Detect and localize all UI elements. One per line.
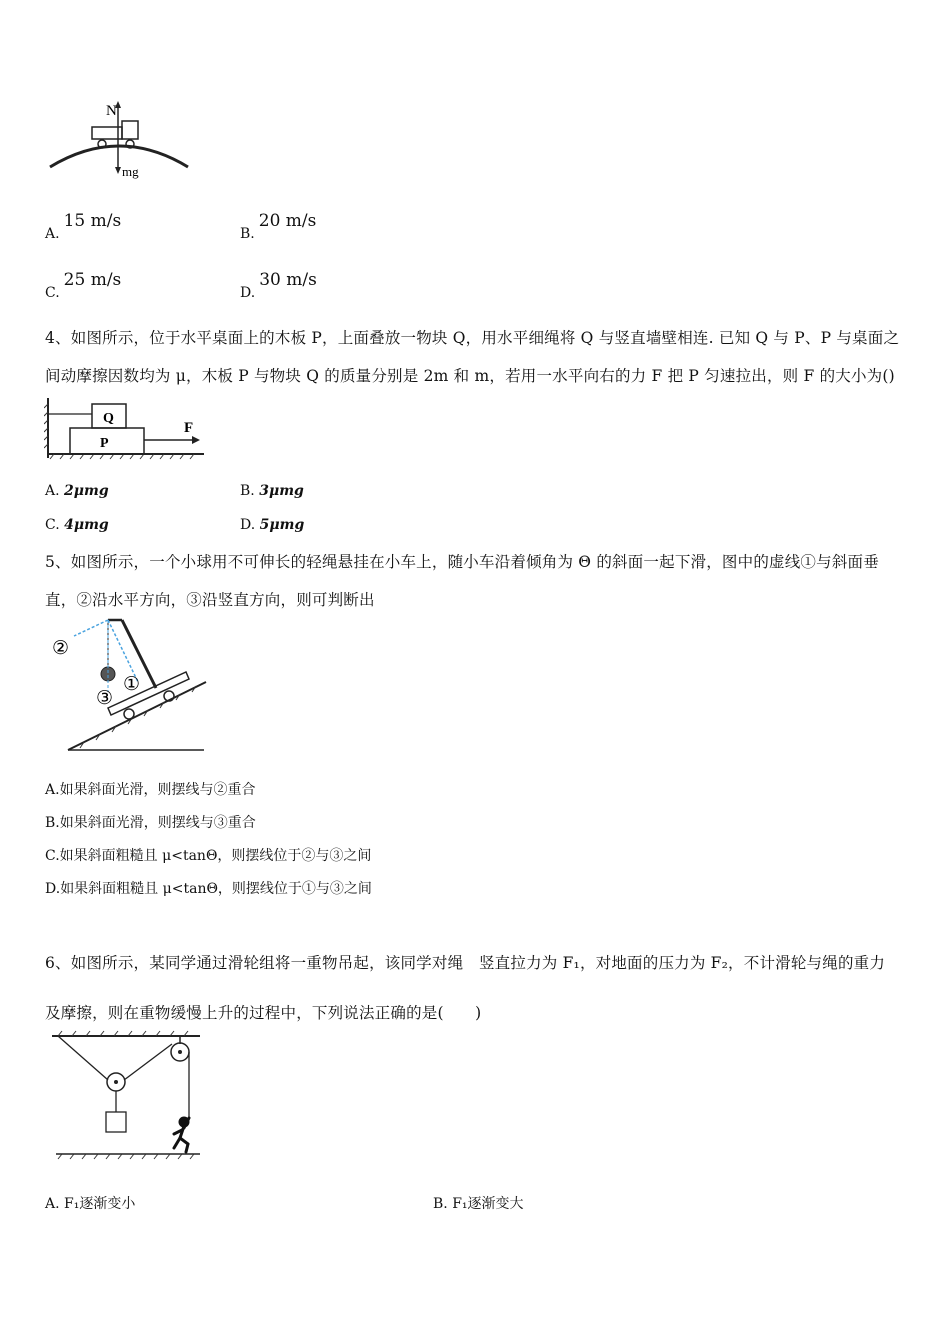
q3-option-c[interactable] [45,270,122,302]
hanging-ball [101,667,115,681]
option-letter: C. [45,285,60,301]
weight-label: mg [122,164,139,179]
option-value: 30 m/s [259,270,317,290]
option-value: F₁逐渐变大 [452,1196,524,1212]
q5-option-c[interactable] [45,845,371,865]
line-3-label: ③ [96,688,114,709]
option-value: F₁逐渐变小 [64,1196,136,1212]
option-letter: D. [240,517,256,533]
normal-force-label: N [106,103,117,119]
line-1-label: ① [123,674,141,695]
q5-option-a[interactable] [45,779,256,799]
q3-option-a[interactable] [45,211,122,243]
option-value: 4μmg [64,517,109,533]
option-value: 15 m/s [63,211,122,231]
q6-option-b[interactable] [433,1193,524,1213]
q6-stem-line-2: 及摩擦，则在重物缓慢上升的过程中，下列说法正确的是( ) [45,1004,482,1022]
option-letter: B. [433,1196,448,1212]
q3-option-b[interactable] [240,211,317,243]
q6-option-a[interactable] [45,1193,135,1213]
option-value: 3μmg [259,483,304,499]
option-value: 如果斜面粗糙且 μ<tanΘ，则摆线位于②与③之间 [59,848,372,864]
option-value: 如果斜面光滑，则摆线与③重合 [59,815,256,831]
truck-cab [122,121,138,139]
q4-option-a[interactable] [45,483,109,499]
option-value: 20 m/s [258,211,317,231]
force-f-label: F [184,420,194,436]
q5-stem-line-1: 5、如图所示，一个小球用不可伸长的轻绳悬挂在小车上，随小车沿着倾角为 Θ 的斜面一起下滑，图中的虚线①与斜面垂 [45,553,879,571]
pulley-system-figure [48,1030,208,1165]
q6-stem-line-1: 6、如图所示，某同学通过滑轮组将一重物吊起，该同学对绳 竖直拉力为 F₁，对地面的压力为 F₂，不计滑轮与绳的重力 [45,954,886,972]
option-letter: A. [45,483,60,499]
option-letter: C. [45,848,60,864]
option-value: 如果斜面粗糙且 μ<tanΘ，则摆线位于①与③之间 [60,881,372,897]
q5-option-d[interactable] [45,878,372,898]
q4-stem-line-1: 4、如图所示，位于水平桌面上的木板 P，上面叠放一物块 Q，用水平细绳将 Q 与竖直墙壁相连. 已知 Q 与 P、P 与桌面之 [45,329,900,347]
option-value: 5μmg [259,517,305,533]
option-letter: A. [45,1196,60,1212]
person-figure [174,1118,189,1152]
incline-cart-figure [44,612,214,757]
q4-stem-line-2: 间动摩擦因数均为 μ，木板 P 与物块 Q 的质量分别是 2m 和 m，若用一水平向右的力 F 把 P 匀速拉出，则 F 的大小为() [45,367,895,385]
q3-option-d[interactable] [240,270,317,302]
option-value: 2μmg [64,483,109,499]
line-2-label: ② [52,638,70,659]
option-value: 如果斜面光滑，则摆线与②重合 [59,782,256,798]
bridge-truck-figure [44,95,194,185]
option-letter: B. [45,815,60,831]
option-letter: D. [45,881,61,897]
option-letter: B. [240,226,255,242]
option-letter: A. [45,226,60,242]
q4-option-c[interactable] [45,517,109,533]
block-q-label: Q [103,411,114,426]
cart-body [108,672,189,715]
weight-box [106,1112,126,1132]
option-letter: A. [45,782,60,798]
q5-stem-line-2: 直，②沿水平方向，③沿竖直方向，则可判断出 [45,591,375,609]
q5-option-b[interactable] [45,812,256,832]
board-block-figure [44,396,214,466]
q4-option-b[interactable] [240,483,304,499]
option-value: 25 m/s [63,270,122,290]
option-letter: C. [45,517,60,533]
board-p-label: P [100,436,109,451]
option-letter: B. [240,483,255,499]
option-letter: D. [240,285,256,301]
q4-option-d[interactable] [240,517,304,533]
